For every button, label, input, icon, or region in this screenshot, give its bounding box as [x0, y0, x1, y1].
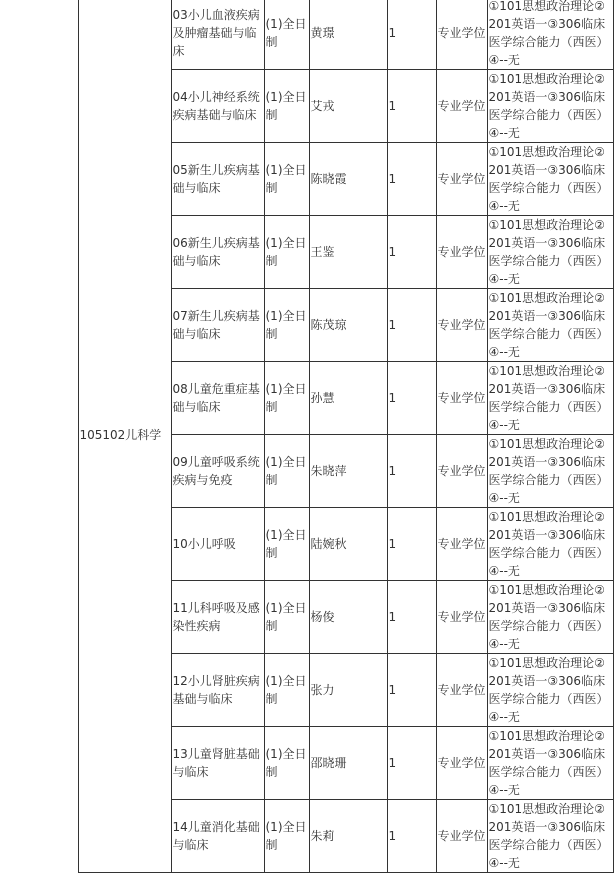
research-direction-cell: 10小儿呼吸 — [171, 508, 264, 581]
study-mode-cell: (1)全日制 — [264, 362, 309, 435]
degree-type-cell: 专业学位 — [436, 654, 487, 727]
quota-cell: 1 — [387, 70, 436, 143]
advisor-cell: 杨俊 — [309, 581, 387, 654]
research-direction-cell: 09儿童呼吸系统疾病与免疫 — [171, 435, 264, 508]
study-mode-cell: (1)全日制 — [264, 143, 309, 216]
study-mode-cell: (1)全日制 — [264, 0, 309, 70]
quota-cell: 1 — [387, 0, 436, 70]
table-row — [0, 0, 613, 70]
exam-subjects-cell: ①101思想政治理论②201英语一③306临床医学综合能力（西医）④--无 — [487, 289, 613, 362]
quota-cell: 1 — [387, 581, 436, 654]
exam-subjects-cell: ①101思想政治理论②201英语一③306临床医学综合能力（西医）④--无 — [487, 362, 613, 435]
study-mode-cell: (1)全日制 — [264, 435, 309, 508]
advisor-cell: 陈茂琼 — [309, 289, 387, 362]
advisor-cell: 王鉴 — [309, 216, 387, 289]
degree-type-cell: 专业学位 — [436, 581, 487, 654]
exam-subjects-cell: ①101思想政治理论②201英语一③306临床医学综合能力（西医）④--无 — [487, 0, 613, 70]
major-cell: 105102儿科学 — [78, 0, 171, 873]
research-direction-cell: 04小儿神经系统疾病基础与临床 — [171, 70, 264, 143]
research-direction-cell: 06新生儿疾病基础与临床 — [171, 216, 264, 289]
degree-type-cell: 专业学位 — [436, 800, 487, 873]
degree-type-cell: 专业学位 — [436, 216, 487, 289]
quota-cell: 1 — [387, 654, 436, 727]
research-direction-cell: 11儿科呼吸及感染性疾病 — [171, 581, 264, 654]
quota-cell: 1 — [387, 143, 436, 216]
exam-subjects-cell: ①101思想政治理论②201英语一③306临床医学综合能力（西医）④--无 — [487, 727, 613, 800]
advisor-cell: 陆婉秋 — [309, 508, 387, 581]
exam-subjects-cell: ①101思想政治理论②201英语一③306临床医学综合能力（西医）④--无 — [487, 581, 613, 654]
quota-cell: 1 — [387, 435, 436, 508]
advisor-cell: 艾戎 — [309, 70, 387, 143]
degree-type-cell: 专业学位 — [436, 435, 487, 508]
research-direction-cell: 12小儿肾脏疾病基础与临床 — [171, 654, 264, 727]
exam-subjects-cell: ①101思想政治理论②201英语一③306临床医学综合能力（西医）④--无 — [487, 143, 613, 216]
research-direction-cell: 05新生儿疾病基础与临床 — [171, 143, 264, 216]
quota-cell: 1 — [387, 508, 436, 581]
degree-type-cell: 专业学位 — [436, 0, 487, 70]
advisor-cell: 朱莉 — [309, 800, 387, 873]
research-direction-cell: 13儿童肾脏基础与临床 — [171, 727, 264, 800]
quota-cell: 1 — [387, 289, 436, 362]
blank-column — [0, 0, 78, 873]
advisor-cell: 陈晓霞 — [309, 143, 387, 216]
degree-type-cell: 专业学位 — [436, 289, 487, 362]
exam-subjects-cell: ①101思想政治理论②201英语一③306临床医学综合能力（西医）④--无 — [487, 435, 613, 508]
quota-cell: 1 — [387, 362, 436, 435]
degree-type-cell: 专业学位 — [436, 508, 487, 581]
exam-subjects-cell: ①101思想政治理论②201英语一③306临床医学综合能力（西医）④--无 — [487, 216, 613, 289]
study-mode-cell: (1)全日制 — [264, 727, 309, 800]
research-direction-cell: 14儿童消化基础与临床 — [171, 800, 264, 873]
degree-type-cell: 专业学位 — [436, 143, 487, 216]
advisor-cell: 黄璟 — [309, 0, 387, 70]
advisor-cell: 邵晓珊 — [309, 727, 387, 800]
degree-type-cell: 专业学位 — [436, 362, 487, 435]
exam-subjects-cell: ①101思想政治理论②201英语一③306临床医学综合能力（西医）④--无 — [487, 508, 613, 581]
research-direction-cell: 03小儿血液疾病及肿瘤基础与临床 — [171, 0, 264, 70]
quota-cell: 1 — [387, 216, 436, 289]
study-mode-cell: (1)全日制 — [264, 654, 309, 727]
quota-cell: 1 — [387, 727, 436, 800]
advisor-cell: 孙慧 — [309, 362, 387, 435]
exam-subjects-cell: ①101思想政治理论②201英语一③306临床医学综合能力（西医）④--无 — [487, 654, 613, 727]
study-mode-cell: (1)全日制 — [264, 800, 309, 873]
study-mode-cell: (1)全日制 — [264, 508, 309, 581]
advisor-cell: 朱晓萍 — [309, 435, 387, 508]
exam-subjects-cell: ①101思想政治理论②201英语一③306临床医学综合能力（西医）④--无 — [487, 800, 613, 873]
study-mode-cell: (1)全日制 — [264, 581, 309, 654]
advisor-cell: 张力 — [309, 654, 387, 727]
study-mode-cell: (1)全日制 — [264, 70, 309, 143]
degree-type-cell: 专业学位 — [436, 727, 487, 800]
research-direction-cell: 07新生儿疾病基础与临床 — [171, 289, 264, 362]
quota-cell: 1 — [387, 800, 436, 873]
study-mode-cell: (1)全日制 — [264, 289, 309, 362]
research-direction-cell: 08儿童危重症基础与临床 — [171, 362, 264, 435]
exam-subjects-cell: ①101思想政治理论②201英语一③306临床医学综合能力（西医）④--无 — [487, 70, 613, 143]
study-mode-cell: (1)全日制 — [264, 216, 309, 289]
degree-type-cell: 专业学位 — [436, 70, 487, 143]
